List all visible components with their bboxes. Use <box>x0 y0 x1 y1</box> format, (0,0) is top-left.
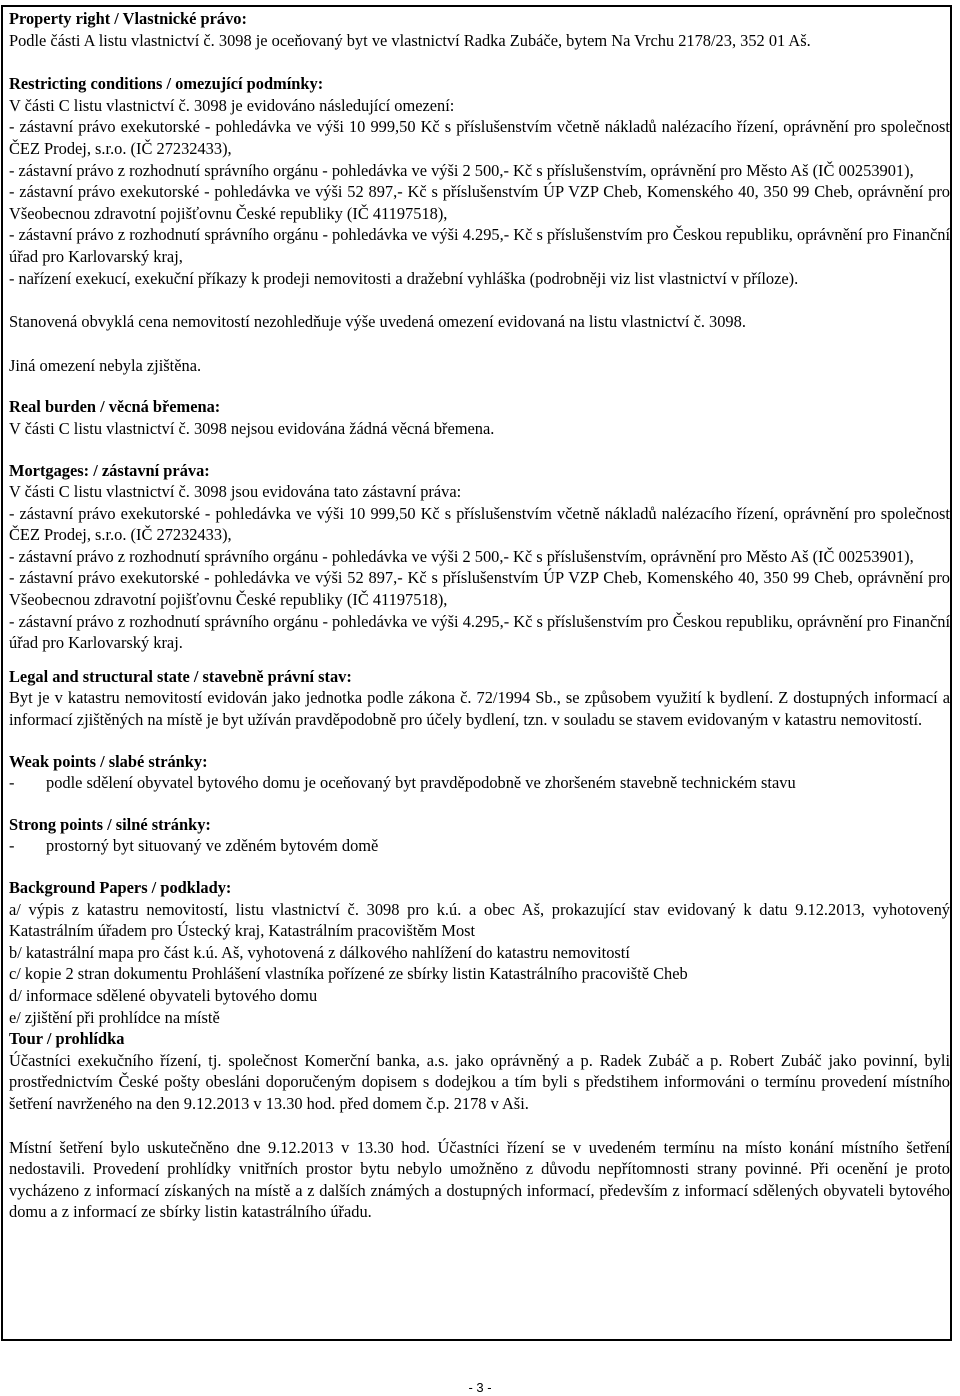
weak-heading: Weak points / slabé stránky: <box>9 751 208 771</box>
real-burden-text: V části C listu vlastnictví č. 3098 nejsou evidována žádná věcná břemena. <box>9 418 495 438</box>
tour-section <box>9 1028 950 1223</box>
strong-text: prostorný byt situovaný ve zděném bytovém domě <box>46 836 379 856</box>
weak-section <box>9 751 950 794</box>
strong-heading: Strong points / silné stránky: <box>9 814 211 834</box>
restricting-note-2: Jiná omezení nebyla zjištěna. <box>9 355 202 375</box>
list-item <box>9 772 950 794</box>
list-item: - zástavní právo exekutorské - pohledávka ve výši 52 897,- Kč s příslušenstvím ÚP VZP Cheb, Komenského 40, 350 99 Cheb, oprávnění pro Všeobecnou zdravotní pojišťovnu České republiky (IČ 41197518), <box>9 568 950 610</box>
list-item: - zástavní právo exekutorské - pohledávka ve výši 10 999,50 Kč s příslušenstvím včetně nákladů nalézacího řízení, oprávnění pro společnost ČEZ Prodej, s.r.o. (IČ 27232433), <box>9 117 950 158</box>
list-item: c/ kopie 2 stran dokumentu Prohlášení vlastníka pořízené ze sbírky listin Katastrálního pracoviště Cheb <box>9 964 688 984</box>
mortgages-intro: V části C listu vlastnictví č. 3098 jsou evidována tato zástavní práva: <box>9 482 462 502</box>
list-dash: - <box>9 836 15 856</box>
strong-section <box>9 814 950 857</box>
mortgages-heading: Mortgages: / zástavní práva: <box>9 460 210 480</box>
restricting-section <box>9 73 950 376</box>
document-body <box>9 8 950 1223</box>
background-heading: Background Papers / podklady: <box>9 878 232 897</box>
list-dash: - <box>9 773 15 793</box>
weak-text: podle sdělení obyvatel bytového domu je oceňovaný byt pravděpodobně ve zhoršeném stavebně technickém stavu <box>46 773 796 793</box>
property-text: Podle části A listu vlastnictví č. 3098 je oceňovaný byt ve vlastnictví Radka Zubáče, bytem Na Vrchu 2178/23, 352 01 Aš. <box>9 30 811 50</box>
tour-text: Účastníci exekučního řízení, tj. společnost Komerční banka, a.s. jako oprávněný a p. Radek Zubáč a p. Robert Zubáč jako povinní, byli prostřednictvím České pošty obesláni doporučeným dopisem s dodejkou a tím byli s předstihem informováni o termínu provedení místního šetření navrženého na den 9.12.2013 v 13.30 hod. před domem č.p. 2178 v Aši. <box>9 1050 950 1113</box>
real-burden-heading: Real burden / věcná břemena: <box>9 397 221 417</box>
mortgages-section <box>9 460 950 654</box>
list-item: - nařízení exekucí, exekuční příkazy k prodeji nemovitosti a dražební vyhláška (podrobněji viz list vlastnictví v příloze). <box>9 268 799 288</box>
real-burden-section <box>9 396 950 439</box>
restricting-intro: V části C listu vlastnictví č. 3098 je evidováno následující omezení: <box>9 95 455 115</box>
list-item: d/ informace sdělené obyvateli bytového domu <box>9 985 318 1005</box>
legal-section <box>9 666 950 731</box>
list-item: e/ zjištění při prohlídce na místě <box>9 1007 220 1027</box>
list-item <box>9 835 950 857</box>
list-item: - zástavní právo z rozhodnutí správního orgánu - pohledávka ve výši 2 500,- Kč s příslušenstvím, oprávnění pro Město Aš (IČ 00253901), <box>9 546 914 566</box>
list-item: - zástavní právo exekutorské - pohledávka ve výši 10 999,50 Kč s příslušenstvím včetně nákladů nalézacího řízení, oprávnění pro společnost ČEZ Prodej, s.r.o. (IČ 27232433), <box>9 503 950 545</box>
legal-heading: Legal and structural state / stavebně právní stav: <box>9 666 352 686</box>
legal-text: Byt je v katastru nemovitostí evidován jako jednotka podle zákona č. 72/1994 Sb., se způsobem využití k bydlení. Z dostupných informací a informací zjištěných na místě je byt užíván pravděpodobně pro účely bydlení, tzn. v souladu se stavem evidovaným v katastru nemovitostí. <box>9 688 950 730</box>
background-section <box>9 877 950 1028</box>
list-item: - zástavní právo exekutorské - pohledávka ve výši 52 897,- Kč s příslušenstvím ÚP VZP Cheb, Komenského 40, 350 99 Cheb, oprávnění pro Všeobecnou zdravotní pojišťovnu České republiky (IČ 41197518), <box>9 182 950 223</box>
list-item: - zástavní právo z rozhodnutí správního orgánu - pohledávka ve výši 4.295,- Kč s příslušenstvím pro Českou republiku, oprávnění pro Finanční úřad pro Karlovarský kraj, <box>9 225 950 266</box>
tour-heading: Tour / prohlídka <box>9 1029 125 1049</box>
restricting-heading: Restricting conditions / omezující podmínky: <box>9 74 324 94</box>
list-item: - zástavní právo z rozhodnutí správního orgánu - pohledávka ve výši 2 500,- Kč s příslušenstvím, oprávnění pro Město Aš (IČ 00253901), <box>9 160 914 180</box>
restricting-note: Stanovená obvyklá cena nemovitostí nezohledňuje výše uvedená omezení evidovaná na listu vlastnictví č. 3098. <box>9 312 746 332</box>
property-heading: Property right / Vlastnické právo: <box>9 9 247 28</box>
list-item: b/ katastrální mapa pro část k.ú. Aš, vyhotovená z dálkového nahlížení do katastru nemovitostí <box>9 942 630 962</box>
property-section <box>9 8 950 51</box>
list-item: - zástavní právo z rozhodnutí správního orgánu - pohledávka ve výši 4.295,- Kč s příslušenstvím pro Českou republiku, oprávnění pro Finanční úřad pro Karlovarský kraj. <box>9 611 950 653</box>
list-item: a/ výpis z katastru nemovitostí, listu vlastnictví č. 3098 pro k.ú. a obec Aš, prokazující stav evidovaný k datu 9.12.2013, vyhotovený Katastrálním úřadem pro Ústecký kraj, Katastrálním pracovištěm Most <box>9 899 950 941</box>
page-number: - 3 - <box>468 1380 492 1395</box>
tour-text-2: Místní šetření bylo uskutečněno dne 9.12.2013 v 13.30 hod. Účastníci řízení se v uvedeném termínu na místo konání místního šetření nedostavili. Provedení prohlídky vnitřních prostor bytu nebylo umožněno z důvodu nepřítomnosti strany povinné. Při ocenění je proto vycházeno z informací získaných na místě a z dalších známých a dostupných informací, především z informací sdělených obyvateli bytového domu a z informací ze sbírky listin katastrálního úřadu. <box>9 1137 950 1222</box>
